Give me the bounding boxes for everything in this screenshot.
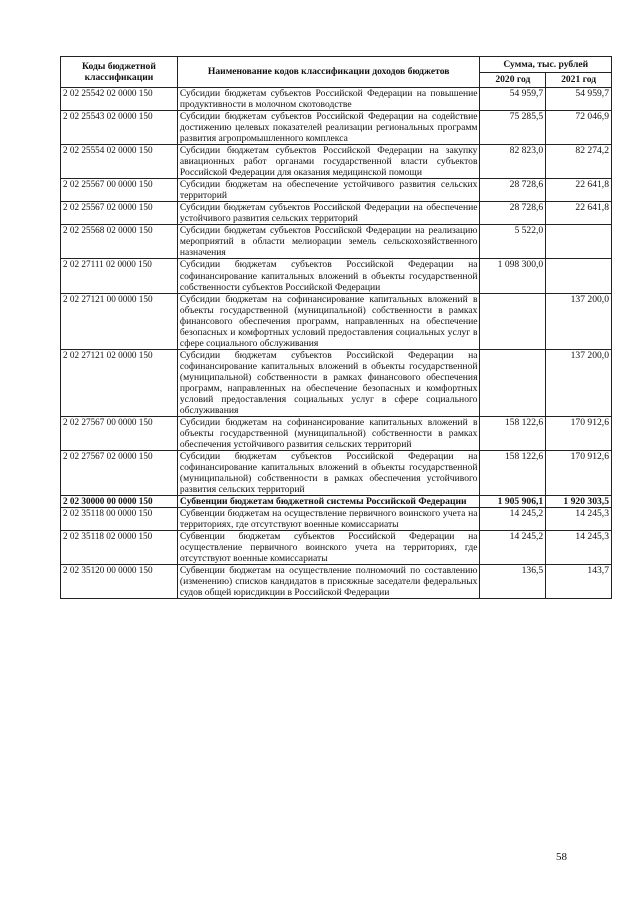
value-2021-cell [546,225,612,259]
name-cell: Субвенции бюджетам бюджетной системы Российской Федерации [177,496,480,508]
name-cell: Субвенции бюджетам на осуществление первичного воинского учета на территориях, где отсутствуют военные комиссариаты [177,508,480,531]
name-cell: Субсидии бюджетам субъектов Российской Федерации на закупку авиационных работ органами государственной власти субъектов Российской Федерации для оказания медицинской помощи [177,145,480,179]
table-row [61,451,612,496]
code-cell: 2 02 35120 00 0000 150 [61,565,178,599]
table-row [61,145,612,179]
code-cell: 2 02 27121 02 0000 150 [61,349,178,416]
table-row [61,531,612,565]
value-2021-cell: 82 274,2 [546,145,612,179]
value-2021-cell: 72 046,9 [546,111,612,145]
name-cell: Субсидии бюджетам на софинансирование капитальных вложений в объекты государственной (муниципальной) собственности в рамках обеспечения устойчивого развития сельских территорий [177,416,480,450]
name-cell: Субсидии бюджетам на обеспечение устойчивого развития сельских территорий [177,179,480,202]
name-cell: Субсидии бюджетам на софинансирование капитальных вложений в объекты государственной (муниципальной) собственности в рамках финансового обеспечения программ, направленных на обеспечение безопасных и комфортных условий предоставления социальных услуг в сфере социального обслуживания [177,293,480,349]
table-row [61,202,612,225]
value-2021-cell: 143,7 [546,565,612,599]
table-row [61,179,612,202]
value-2020-cell: 28 728,6 [480,179,546,202]
table-row [61,508,612,531]
value-2020-cell: 28 728,6 [480,202,546,225]
value-2021-cell: 170 912,6 [546,451,612,496]
name-cell: Субсидии бюджетам субъектов Российской Федерации на софинансирование капитальных вложений в объекты государственной (муниципальной) собственности в рамках финансового обеспечения программ, направленных на обеспечение безопасных и комфортных условий предоставления социальных услуг в сфере социального обслуживания [177,349,480,416]
code-cell: 2 02 30000 00 0000 150 [61,496,178,508]
table-row [61,111,612,145]
value-2021-cell: 170 912,6 [546,416,612,450]
name-cell: Субсидии бюджетам субъектов Российской Федерации на обеспечение устойчивого развития сельских территорий [177,202,480,225]
header-sum: Сумма, тыс. рублей [480,57,612,73]
code-cell: 2 02 27111 02 0000 150 [61,259,178,293]
value-2021-cell: 14 245,3 [546,531,612,565]
value-2021-cell: 14 245,3 [546,508,612,531]
code-cell: 2 02 27567 02 0000 150 [61,451,178,496]
code-cell: 2 02 25567 00 0000 150 [61,179,178,202]
value-2020-cell: 14 245,2 [480,508,546,531]
name-cell: Субсидии бюджетам субъектов Российской Федерации на содействие достижению целевых показателей реализации региональных программ развития агропромышленного комплекса [177,111,480,145]
code-cell: 2 02 25554 02 0000 150 [61,145,178,179]
header-year-2021: 2021 год [546,73,612,88]
name-cell: Субсидии бюджетам субъектов Российской Федерации на софинансирование капитальных вложений в объекты государственной (муниципальной) собственности в рамках обеспечения устойчивого развития сельских территорий [177,451,480,496]
value-2020-cell: 1 905 906,1 [480,496,546,508]
value-2021-cell: 22 641,8 [546,202,612,225]
value-2020-cell [480,293,546,349]
code-cell: 2 02 27121 00 0000 150 [61,293,178,349]
name-cell: Субвенции бюджетам субъектов Российской Федерации на осуществление первичного воинского учета на территориях, где отсутствуют военные комиссариаты [177,531,480,565]
value-2020-cell: 54 959,7 [480,88,546,111]
code-cell: 2 02 25568 02 0000 150 [61,225,178,259]
code-cell: 2 02 35118 00 0000 150 [61,508,178,531]
page-number: 58 [556,851,567,863]
value-2021-cell: 54 959,7 [546,88,612,111]
table-row [61,88,612,111]
table-row [61,349,612,416]
value-2021-cell: 22 641,8 [546,179,612,202]
table-row [61,565,612,599]
header-code: Коды бюджетной классификации [61,57,178,88]
value-2020-cell [480,349,546,416]
value-2020-cell: 75 285,5 [480,111,546,145]
value-2020-cell: 1 098 300,0 [480,259,546,293]
table-row [61,293,612,349]
code-cell: 2 02 35118 02 0000 150 [61,531,178,565]
code-cell: 2 02 25567 02 0000 150 [61,202,178,225]
table-row [61,496,612,508]
budget-revenue-table [60,56,612,599]
header-name: Наименование кодов классификации доходов бюджетов [177,57,480,88]
table-row [61,416,612,450]
table-header [61,57,612,88]
name-cell: Субсидии бюджетам субъектов Российской Федерации на софинансирование капитальных вложений в объекты государственной собственности субъектов Российской Федерации [177,259,480,293]
name-cell: Субсидии бюджетам субъектов Российской Федерации на повышение продуктивности в молочном скотоводстве [177,88,480,111]
value-2021-cell: 1 920 303,5 [546,496,612,508]
value-2021-cell: 137 200,0 [546,293,612,349]
value-2020-cell: 158 122,6 [480,451,546,496]
value-2021-cell: 137 200,0 [546,349,612,416]
value-2020-cell: 136,5 [480,565,546,599]
name-cell: Субсидии бюджетам субъектов Российской Федерации на реализацию мероприятий в области мелиорации земель сельскохозяйственного назначения [177,225,480,259]
value-2021-cell [546,259,612,293]
code-cell: 2 02 27567 00 0000 150 [61,416,178,450]
table-row [61,259,612,293]
code-cell: 2 02 25542 02 0000 150 [61,88,178,111]
name-cell: Субвенции бюджетам на осуществление полномочий по составлению (изменению) списков кандидатов в присяжные заседатели федеральных судов общей юрисдикции в Российской Федерации [177,565,480,599]
code-cell: 2 02 25543 02 0000 150 [61,111,178,145]
value-2020-cell: 14 245,2 [480,531,546,565]
table-body [61,88,612,599]
table-row [61,225,612,259]
value-2020-cell: 5 522,0 [480,225,546,259]
value-2020-cell: 158 122,6 [480,416,546,450]
value-2020-cell: 82 823,0 [480,145,546,179]
header-year-2020: 2020 год [480,73,546,88]
